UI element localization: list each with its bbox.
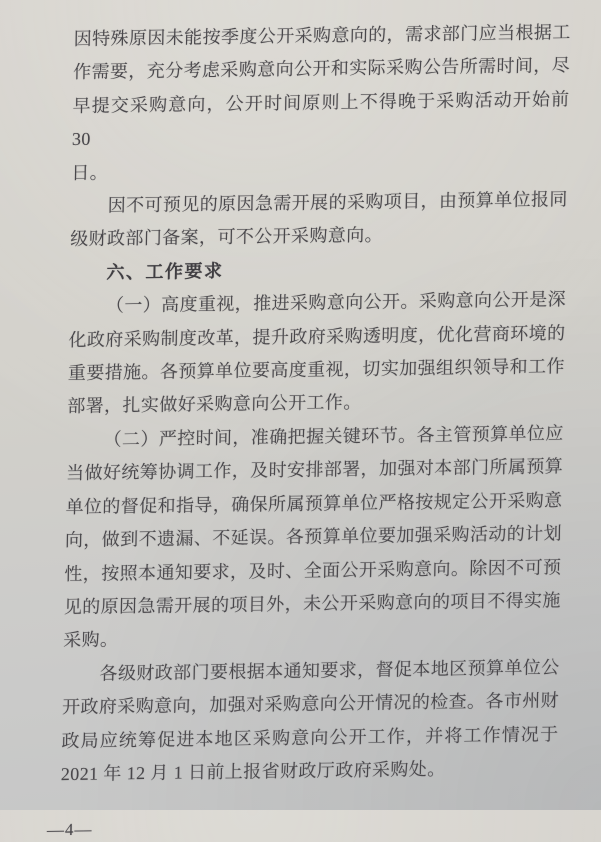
text-line: 部署，扎实做好采购意向公开工作。 [67, 392, 362, 417]
document-body [61, 16, 571, 791]
paragraph [61, 651, 560, 792]
text-line: 级财政部门备案，可不公开采购意向。 [70, 225, 384, 250]
text-line: 当做好统筹协调工作，及时安排部署，加强对本部门所属预算 [65, 456, 564, 484]
text-line: 单位的督促和指导，确保所属预算单位严格按规定公开采购意 [65, 489, 563, 517]
text-line: 开政府采购意向，加强对采购意向公开情况的检查。各市州财 [61, 690, 560, 718]
text-line: 因不可预见的原因急需开展的采购项目，由预算单位报同 [107, 189, 568, 216]
page-number: —4— [46, 820, 93, 840]
text-line: 性，按照本通知要求，及时、全面公开采购意向。除因不可预 [64, 556, 562, 584]
text-line: 早提交采购意向，公开时间原则上不得晚于采购活动开始前 30 [71, 88, 570, 150]
text-line: 采购。 [63, 629, 119, 651]
text-line: 六、工作要求 [106, 260, 224, 283]
paragraph [67, 283, 566, 424]
paragraph [71, 16, 571, 190]
text-line: 化政府采购制度改革，提升政府采购透明度，优化营商环境的 [68, 322, 566, 350]
text-line: 政局应统筹促进本地区采购意向公开工作，并将工作情况于 [61, 723, 559, 751]
text-line: 重要措施。各预算单位要高度重视，切实加强组织领导和工作 [67, 356, 566, 384]
paragraph [63, 417, 564, 658]
text-line: 2021 年 12 月 1 日前上报省财政厅政府采购处。 [60, 758, 446, 785]
text-line: 各级财政部门要根据本通知要求，督促本地区预算单位公 [99, 656, 560, 684]
text-line: （二）严控时间，准确把握关键环节。各主管预算单位应 [103, 423, 564, 450]
text-line: 作需要，充分考虑采购意向公开和实际采购公告所需时间，尽 [72, 55, 571, 83]
text-line: 向，做到不遗漏、不延误。各预算单位要加强采购活动的计划 [64, 523, 563, 551]
text-line: 因特殊原因未能按季度公开采购意向的，需求部门应当根据工 [73, 22, 571, 50]
text-line: 见的原因急需开展的项目外，未公开采购意向的项目不得实施 [63, 590, 561, 618]
text-line: （一）高度重视，推进采购意向公开。采购意向公开是深 [105, 289, 567, 316]
text-line: 日。 [71, 162, 109, 183]
paragraph [70, 183, 568, 257]
